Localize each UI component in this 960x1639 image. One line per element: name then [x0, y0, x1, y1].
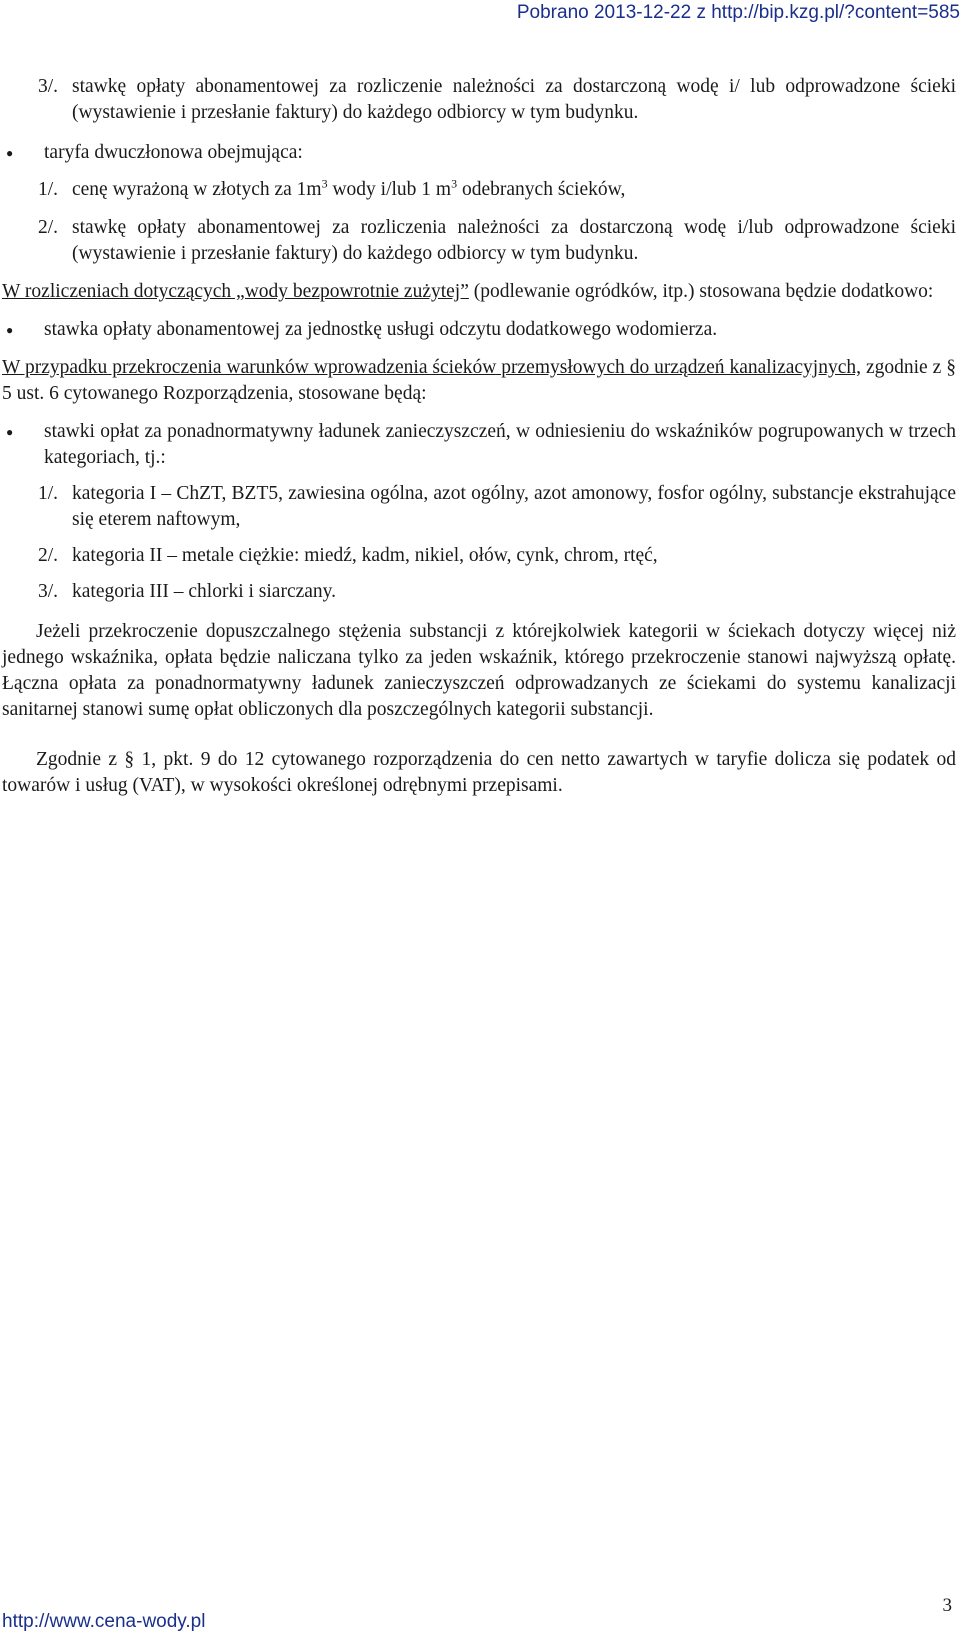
- category-item-2: [0, 543, 960, 569]
- footer-url: http://www.cena-wody.pl: [2, 1611, 206, 1632]
- item-text-part: odebranych ścieków,: [457, 179, 626, 200]
- bullet-dot-icon: ●: [6, 146, 14, 160]
- item-text-part: wody i/lub 1 m: [327, 179, 452, 200]
- numbered-item-1: [0, 177, 960, 203]
- underlined-text: W rozliczeniach dotyczących „wody bezpowrotnie zużytej”: [2, 281, 469, 302]
- item-text: kategoria I – ChZT, BZT5, zawiesina ogólna, azot ogólny, azot amonowy, fosfor ogólny, substancje ekstrahujące się eterem naftowym,: [72, 483, 956, 530]
- category-item-1: [0, 481, 960, 533]
- bullet-text: taryfa dwuczłonowa obejmująca:: [44, 142, 303, 163]
- bullet-dot-icon: ●: [6, 425, 14, 439]
- numbered-item-2: [0, 215, 960, 267]
- item-text-part: cenę wyrażoną w złotych za 1m: [72, 179, 322, 200]
- download-source-header: Pobrano 2013-12-22 z http://bip.kzg.pl/?content=585: [516, 2, 960, 23]
- bullet-item-two-part-tariff: [0, 140, 960, 166]
- item-number: 3/.: [38, 581, 59, 602]
- item-number: 2/.: [38, 217, 59, 238]
- bullet-text: stawki opłat za ponadnormatywny ładunek zanieczyszczeń, w odniesieniu do wskaźników pogrupowanych w trzech kategoriach, tj.:: [44, 421, 956, 468]
- numbered-item-3: [0, 74, 960, 126]
- category-item-3: [0, 579, 960, 605]
- document-body: [0, 74, 960, 799]
- item-number: 2/.: [38, 545, 59, 566]
- bullet-dot-icon: ●: [6, 323, 14, 337]
- item-text: stawkę opłaty abonamentowej za rozliczenia należności za dostarczoną wodę i/lub odprowadzone ścieki (wystawienie i przesłanie faktury) do każdego odbiorcy w tym budynku.: [72, 217, 956, 264]
- bullet-item-meter-reading: [0, 317, 960, 343]
- item-text: stawkę opłaty abonamentowej za rozliczenie należności za dostarczoną wodę i/ lub odprowadzone ścieki (wystawienie i przesłanie faktury) do każdego odbiorcy w tym budynku.: [72, 76, 956, 123]
- item-number: 1/.: [38, 179, 59, 200]
- paragraph-text: (podlewanie ogródków, itp.) stosowana będzie dodatkowo:: [468, 281, 934, 302]
- bullet-text: stawka opłaty abonamentowej za jednostkę usługi odczytu dodatkowego wodomierza.: [44, 319, 718, 340]
- item-text: kategoria III – chlorki i siarczany.: [72, 581, 337, 602]
- superscript: 3: [451, 176, 458, 191]
- item-number: 3/.: [38, 76, 59, 97]
- paragraph-vat: Zgodnie z § 1, pkt. 9 do 12 cytowanego rozporządzenia do cen netto zawartych w taryfie dolicza się podatek od towarów i usług (VAT), w wysokości określonej odrębnymi przepisami.: [2, 749, 956, 796]
- item-number: 1/.: [38, 483, 59, 504]
- item-text: kategoria II – metale ciężkie: miedź, kadm, nikiel, ołów, cynk, chrom, rtęć,: [72, 545, 658, 566]
- paragraph-text: zgodnie z § 5 ust. 6 cytowanego Rozporządzenia, stosowane będą:: [2, 357, 956, 404]
- underlined-text: W przypadku przekroczenia warunków wprowadzenia ścieków przemysłowych do urządzeń kanalizacyjnych,: [2, 357, 862, 378]
- paragraph-irretrievable-water: [0, 279, 960, 305]
- bullet-item-pollution-rates: [0, 419, 960, 471]
- paragraph-exceedance: Jeżeli przekroczenie dopuszczalnego stężenia substancji z którejkolwiek kategorii w ściekach dotyczy więcej niż jednego wskaźnika, opłata będzie naliczana tylko za jeden wskaźnik, którego przekroczenie stanowi najwyższą opłatę. Łączna opłata za ponadnormatywny ładunek zanieczyszczeń odprowadzanych ze ściekami do systemu kanalizacji sanitarnej stanowi sumę opłat obliczonych dla poszczególnych kategorii substancji.: [2, 621, 956, 720]
- page-number: 3: [942, 1595, 952, 1616]
- paragraph-industrial-sewage: [0, 355, 960, 407]
- superscript: 3: [321, 176, 328, 191]
